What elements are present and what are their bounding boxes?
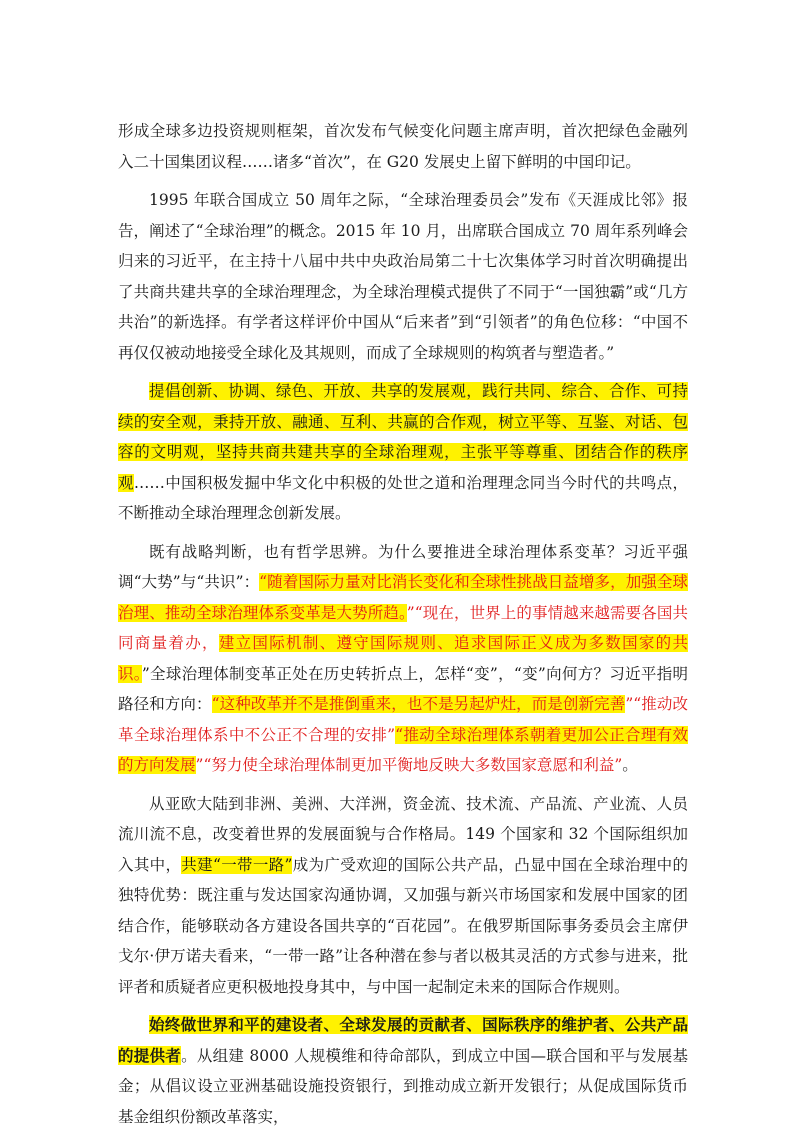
highlighted-text: 共建“一带一路” xyxy=(181,855,293,874)
highlighted-red-quote: “随着国际力量对比消长变化和全球性挑战日益增多，加强全球治理、推动全球治理体系变革是大势所趋。 xyxy=(118,573,688,622)
paragraph-global-governance-concept xyxy=(118,185,688,368)
paragraph-text: 形成全球多边投资规则框架，首次发布气候变化问题主席声明，首次把绿色金融列入二十国集团议程……诸多“首次”，在 G20 发展史上留下鲜明的中国印记。 xyxy=(118,122,688,171)
paragraph-text: 。从组建 8000 人规模维和待命部队，到成立中国—联合国和平与发展基金；从倡议设立亚洲基础设施投资银行，到推动成立新开发银行；从促成国际货币基金组织份额改革落实， xyxy=(118,1046,688,1126)
red-quote: ” xyxy=(625,695,634,713)
paragraph-peace-builder xyxy=(118,1010,688,1132)
paragraph-g20 xyxy=(118,116,688,177)
paragraph-text: 从亚欧大陆到非洲、美洲、大洋洲，资金流、技术流、产品流、产业流、人员流川流不息，改变着世界的发展面貌与合作格局。149 个国家和 32 个国际组织加入其中， xyxy=(118,794,688,874)
paragraph-reform-trend xyxy=(118,537,688,781)
highlighted-red-quote: “推动全球治理体系朝着更加公正合理有效的方向发展 xyxy=(118,725,688,774)
paragraph-governance-views xyxy=(118,376,688,529)
red-quote: ”“努力使全球治理体制更加平衡地反映大多数国家意愿和利益” xyxy=(195,756,623,774)
paragraph-text: 1995 年联合国成立 50 周年之际，“全球治理委员会”发布《天涯成比邻》报告，阐述了“全球治理”的概念。2015 年 10 月，出席联合国成立 70 周年系列峰会归来的习近平，在主持十八届中共中央政治局第二十七次集体学习时首次明确提出了共商共建共享的全球治理理念，为全球治理模式提供了不同于“一国独霸”或“几方共治”的新选择。有学者这样评价中国从“后来者”到“引领者”的角色位移：“中国不再仅仅被动地接受全球化及其规则，而成了全球规则的构筑者与塑造者。” xyxy=(118,191,688,362)
red-quote: “推动改革全球治理体系中不公正不合理的安排” xyxy=(118,695,688,744)
red-quote: ”“现在，世界上的事情越来越需要各国共同商量着办， xyxy=(118,603,688,652)
paragraph-text: 既有战略判断，也有哲学思辨。为什么要推进全球治理体系变革？习近平强调“大势”与“共识”： xyxy=(118,542,688,591)
highlighted-red-quote: 建立国际机制、遵守国际规则、追求国际正义成为多数国家的共识。 xyxy=(118,634,688,683)
paragraph-text: 。 xyxy=(622,756,638,774)
paragraph-text: ”全球治理体制变革正处在历史转折点上，怎样“变”，“变”向何方？习近平指明路径和方向： xyxy=(118,664,688,713)
highlighted-bold-text: 始终做世界和平的建设者、全球发展的贡献者、国际秩序的维护者、公共产品的提供者 xyxy=(118,1015,688,1065)
paragraph-belt-and-road xyxy=(118,789,688,1003)
paragraph-text: 成为广受欢迎的国际公共产品，凸显中国在全球治理中的独特优势：既注重与发达国家沟通协调，又加强与新兴市场国家和发展中国家的团结合作，能够联动各方建设各国共享的“百花园”。在俄罗斯国际事务委员会主席伊戈尔·伊万诺夫看来，“一带一路”让各种潜在参与者以极其灵活的方式参与进来，批评者和质疑者应更积极地投身其中，与中国一起制定未来的国际合作规则。 xyxy=(118,855,688,996)
paragraph-text: ……中国积极发掘中华文化中积极的处世之道和治理理念同当今时代的共鸣点，不断推动全球治理理念创新发展。 xyxy=(118,473,688,522)
highlighted-text: 提倡创新、协调、绿色、开放、共享的发展观，践行共同、综合、合作、可持续的安全观，秉持开放、融通、互利、共赢的合作观，树立平等、互鉴、对话、包容的文明观，坚持共商共建共享的全球治理观，主张平等尊重、团结合作的秩序观 xyxy=(118,382,688,492)
highlighted-red-quote: “这种改革并不是推倒重来，也不是另起炉灶，而是创新完善 xyxy=(211,695,626,713)
